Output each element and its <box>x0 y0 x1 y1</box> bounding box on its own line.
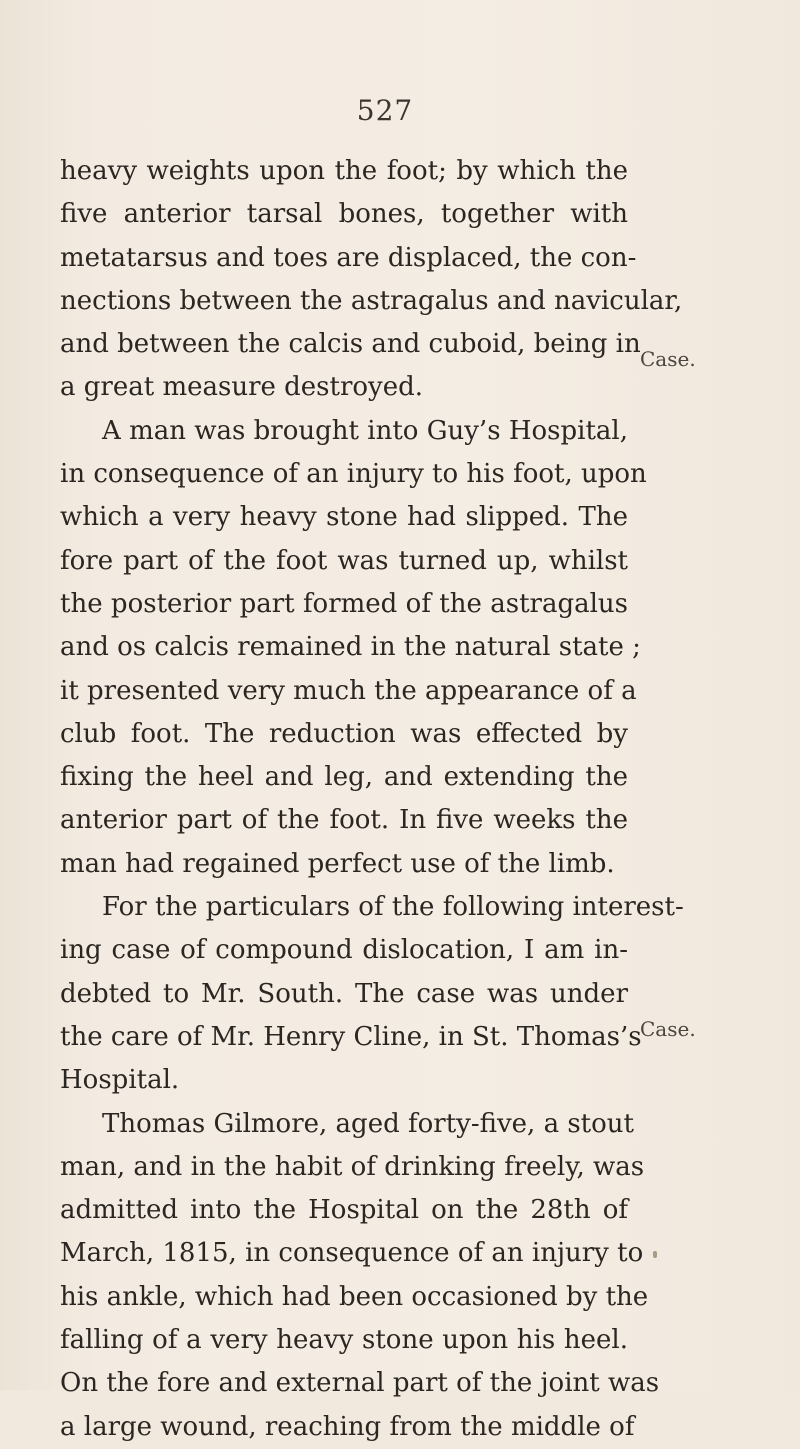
paragraph-start-line: Thomas Gilmore, aged forty-five, a stout <box>102 1108 634 1139</box>
text-line: Hospital. <box>60 1065 180 1096</box>
page-number: 527 <box>356 94 414 127</box>
text-line: a great measure destroyed. <box>60 372 424 403</box>
text-line: man had regained perfect use of the limb. <box>60 848 615 879</box>
text-line: which a very heavy stone had slipped. The <box>60 502 628 533</box>
text-line: it presented very much the appearance of a <box>60 675 637 706</box>
body-text <box>60 150 684 1449</box>
text-line: his ankle, which had been occasioned by the <box>60 1281 649 1312</box>
text-line: debted to Mr. South. The case was under <box>60 978 628 1009</box>
text-line: and between the calcis and cuboid, being in <box>60 329 641 360</box>
text-line: fore part of the foot was turned up, whilst <box>60 545 628 576</box>
text-line: ing case of compound dislocation, I am in- <box>60 935 628 966</box>
text-line: On the fore and external part of the joint was <box>60 1368 660 1399</box>
text-line: anterior part of the foot. In five weeks the <box>60 805 628 836</box>
text-line: admitted into the Hospital on the 28th of <box>60 1195 628 1226</box>
text-line: heavy weights upon the foot; by which the <box>60 156 628 186</box>
text-line: in consequence of an injury to his foot, upon <box>60 459 647 490</box>
text-line: a large wound, reaching from the middle of <box>60 1411 635 1442</box>
text-line: March, 1815, in consequence of an injury to <box>60 1238 644 1269</box>
text-line: the care of Mr. Henry Cline, in St. Thomas’s <box>60 1021 642 1052</box>
text-line: fixing the heel and leg, and extending the <box>60 762 628 793</box>
text-line: the posterior part formed of the astragalus <box>60 588 628 619</box>
paragraph-start-line: For the particulars of the following interest- <box>102 892 684 923</box>
text-line: club foot. The reduction was effected by <box>60 718 628 749</box>
text-line: and os calcis remained in the natural state ; <box>60 632 641 663</box>
ink-speck <box>653 1251 657 1258</box>
margin-note-case: Case. <box>640 347 696 371</box>
text-line: five anterior tarsal bones, together with <box>60 199 628 230</box>
paragraph-start-line: A man was brought into Guy’s Hospital, <box>102 415 628 446</box>
text-line: falling of a very heavy stone upon his heel. <box>60 1325 628 1356</box>
text-line: man, and in the habit of drinking freely, was <box>60 1151 645 1182</box>
margin-note-case: Case. <box>640 1017 696 1041</box>
text-line: metatarsus and toes are displaced, the con- <box>60 242 637 273</box>
text-line: nections between the astragalus and navicular, <box>60 285 683 316</box>
